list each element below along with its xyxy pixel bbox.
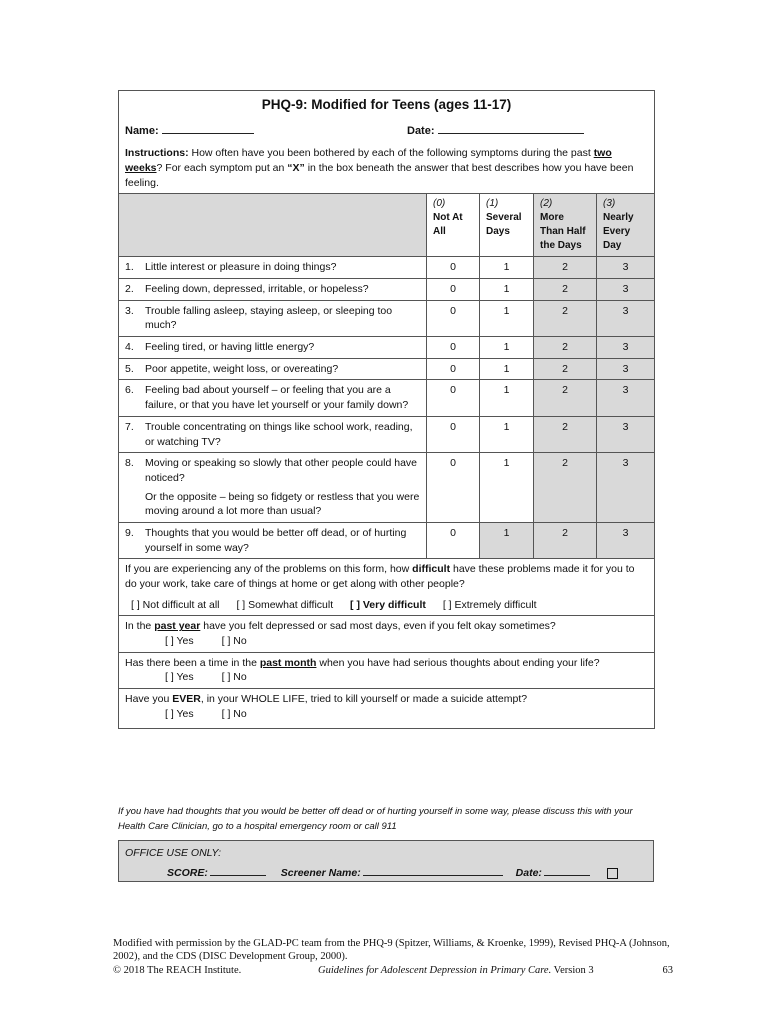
office-date-field[interactable] bbox=[544, 865, 590, 876]
score-cell[interactable]: 1 bbox=[480, 380, 534, 416]
screener-field[interactable] bbox=[363, 865, 503, 876]
score-cell[interactable]: 3 bbox=[597, 380, 655, 416]
score-cell[interactable]: 3 bbox=[597, 337, 655, 359]
checkbox[interactable] bbox=[607, 868, 618, 879]
page-number: 63 bbox=[662, 965, 673, 977]
question-row: 7. Trouble concentrating on things like school work, reading, or watching TV? 0 1 2 3 bbox=[119, 416, 655, 452]
score-cell[interactable]: 1 bbox=[480, 453, 534, 523]
page-footer bbox=[113, 937, 673, 977]
question-text-alt: Or the opposite – being so fidgety or restless that you were moving around a lot more than usual? bbox=[145, 490, 420, 518]
question-text: Thoughts that you would be better off dead, or of hurting yourself in some way? bbox=[145, 526, 407, 554]
score-cell[interactable]: 2 bbox=[534, 453, 597, 523]
score-cell[interactable]: 2 bbox=[534, 279, 597, 301]
score-cell[interactable]: 2 bbox=[534, 257, 597, 279]
score-cell[interactable]: 0 bbox=[427, 380, 480, 416]
score-field[interactable] bbox=[210, 865, 266, 876]
question-row: 8. Moving or speaking so slowly that other people could have noticed? Or the opposite – being so fidgety or restless that you were moving around a lot more than usual? 0 1 2 3 bbox=[119, 453, 655, 523]
question-row: 1. Little interest or pleasure in doing things? 0 1 2 3 bbox=[119, 257, 655, 279]
question-text: Moving or speaking so slowly that other people could have noticed? bbox=[145, 457, 417, 484]
question-row: 3. Trouble falling asleep, staying asleep, or sleeping too much? 0 1 2 3 bbox=[119, 300, 655, 336]
ever-row bbox=[119, 689, 655, 728]
office-use-box bbox=[118, 840, 654, 882]
score-cell[interactable]: 1 bbox=[480, 337, 534, 359]
past-year-yes[interactable]: [ ] Yes bbox=[165, 635, 194, 648]
question-row: 9. Thoughts that you would be better off dead, or of hurting yourself in some way? 0 1 2 3 bbox=[119, 522, 655, 558]
question-text: Trouble concentrating on things like school work, reading, or watching TV? bbox=[145, 420, 413, 448]
option-somewhat-difficult[interactable]: [ ] Somewhat difficult bbox=[236, 598, 334, 611]
option-very-difficult[interactable]: [ ] Very difficult bbox=[350, 598, 426, 611]
copyright: © 2018 The REACH Institute. bbox=[113, 965, 242, 977]
version: Version 3 bbox=[551, 965, 594, 977]
column-header-row bbox=[119, 194, 655, 257]
col-nearly-every-day: (3) Nearly Every Day bbox=[597, 194, 655, 257]
question-row: 2. Feeling down, depressed, irritable, or hopeless? 0 1 2 3 bbox=[119, 279, 655, 301]
guide-title: Guidelines for Adolescent Depression in Primary Care. bbox=[318, 965, 552, 977]
ever-no[interactable]: [ ] No bbox=[221, 707, 247, 720]
score-cell[interactable]: 0 bbox=[427, 300, 480, 336]
score-cell[interactable]: 1 bbox=[480, 416, 534, 452]
question-row: 6. Feeling bad about yourself – or feeling that you are a failure, or that you have let yourself or your family down? 0 1 2 3 bbox=[119, 380, 655, 416]
score-cell[interactable]: 0 bbox=[427, 416, 480, 452]
form-title: PHQ-9: Modified for Teens (ages 11-17) bbox=[261, 97, 512, 112]
score-cell[interactable]: 3 bbox=[597, 257, 655, 279]
score-cell[interactable]: 2 bbox=[534, 416, 597, 452]
past-month-row bbox=[119, 652, 655, 688]
question-text: Feeling bad about yourself – or feeling that you are a failure, or that you have let yourself or your family down? bbox=[145, 384, 409, 412]
question-text: Feeling tired, or having little energy? bbox=[145, 341, 315, 354]
phq9-table bbox=[118, 90, 655, 729]
question-text: Poor appetite, weight loss, or overeating? bbox=[145, 362, 339, 375]
score-cell[interactable]: 3 bbox=[597, 300, 655, 336]
past-month-yes[interactable]: [ ] Yes bbox=[165, 671, 194, 684]
score-cell[interactable]: 0 bbox=[427, 337, 480, 359]
col-more-than-half: (2) More Than Half the Days bbox=[534, 194, 597, 257]
score-cell[interactable]: 1 bbox=[480, 358, 534, 380]
score-cell[interactable]: 3 bbox=[597, 279, 655, 301]
past-year-question: In the past year have you felt depressed or sad most days, even if you felt okay sometimes? bbox=[125, 620, 556, 633]
instructions: Instructions: How often have you been bothered by each of the following symptoms during the past two weeks? For each symptom put an “X” in the box beneath the answer that best describes how you have been feeling. bbox=[125, 147, 634, 189]
office-date-label: Date: bbox=[515, 867, 542, 879]
form-header bbox=[119, 91, 655, 194]
score-cell[interactable]: 2 bbox=[534, 337, 597, 359]
score-cell[interactable]: 0 bbox=[427, 522, 480, 558]
difficulty-question: If you are experiencing any of the problems on this form, how difficult have these problems made it for you to do your work, take care of things at home or get along with other people? bbox=[125, 563, 635, 591]
past-month-no[interactable]: [ ] No bbox=[221, 671, 247, 684]
past-month-question: Has there been a time in the past month when you have had serious thoughts about ending your life? bbox=[125, 656, 600, 669]
question-text: Feeling down, depressed, irritable, or hopeless? bbox=[145, 283, 369, 296]
difficulty-row bbox=[119, 559, 655, 616]
score-cell[interactable]: 0 bbox=[427, 257, 480, 279]
past-year-row bbox=[119, 616, 655, 652]
date-field[interactable] bbox=[438, 123, 584, 134]
question-row: 4. Feeling tired, or having little energy? 0 1 2 3 bbox=[119, 337, 655, 359]
score-cell[interactable]: 2 bbox=[534, 380, 597, 416]
score-cell[interactable]: 2 bbox=[534, 522, 597, 558]
score-cell[interactable]: 3 bbox=[597, 358, 655, 380]
crisis-note: If you have had thoughts that you would be better off dead or of hurting yourself in some way, please discuss this with your Health Care Clinician, go to a hospital emergency room or call 911 bbox=[118, 806, 633, 832]
past-year-no[interactable]: [ ] No bbox=[221, 635, 247, 648]
option-extremely-difficult[interactable]: [ ] Extremely difficult bbox=[442, 598, 537, 611]
phq9-form bbox=[118, 90, 654, 729]
name-label: Name: bbox=[125, 124, 159, 137]
score-cell[interactable]: 3 bbox=[597, 416, 655, 452]
score-cell[interactable]: 2 bbox=[534, 300, 597, 336]
col-several-days: (1) Several Days bbox=[480, 194, 534, 257]
attribution-text: Modified with permission by the GLAD-PC team from the PHQ-9 (Spitzer, Williams, & Kroenke, 1999), Revised PHQ-A (Johnson, 2002), and the CDS (DISC Development Group, 2000). bbox=[113, 938, 670, 963]
question-row: 5. Poor appetite, weight loss, or overeating? 0 1 2 3 bbox=[119, 358, 655, 380]
question-text: Little interest or pleasure in doing things? bbox=[145, 261, 337, 274]
date-label: Date: bbox=[407, 124, 435, 137]
option-not-difficult[interactable]: [ ] Not difficult at all bbox=[131, 598, 220, 611]
office-use-label: OFFICE USE ONLY: bbox=[125, 847, 222, 859]
question-text: Trouble falling asleep, staying asleep, or sleeping too much? bbox=[145, 304, 393, 332]
score-cell[interactable]: 3 bbox=[597, 522, 655, 558]
score-label: SCORE: bbox=[167, 867, 208, 879]
score-cell[interactable]: 0 bbox=[427, 279, 480, 301]
score-cell[interactable]: 1 bbox=[480, 279, 534, 301]
score-cell[interactable]: 1 bbox=[480, 257, 534, 279]
col-not-at-all: (0) Not At All bbox=[427, 194, 480, 257]
score-cell[interactable]: 1 bbox=[480, 522, 534, 558]
score-cell[interactable]: 0 bbox=[427, 453, 480, 523]
score-cell[interactable]: 1 bbox=[480, 300, 534, 336]
ever-question: Have you EVER, in your WHOLE LIFE, tried to kill yourself or made a suicide attempt? bbox=[125, 693, 528, 706]
score-cell[interactable]: 0 bbox=[427, 358, 480, 380]
score-cell[interactable]: 2 bbox=[534, 358, 597, 380]
ever-yes[interactable]: [ ] Yes bbox=[165, 707, 194, 720]
screener-label: Screener Name: bbox=[280, 867, 361, 879]
score-cell[interactable]: 3 bbox=[597, 453, 655, 523]
name-field[interactable] bbox=[162, 123, 254, 134]
